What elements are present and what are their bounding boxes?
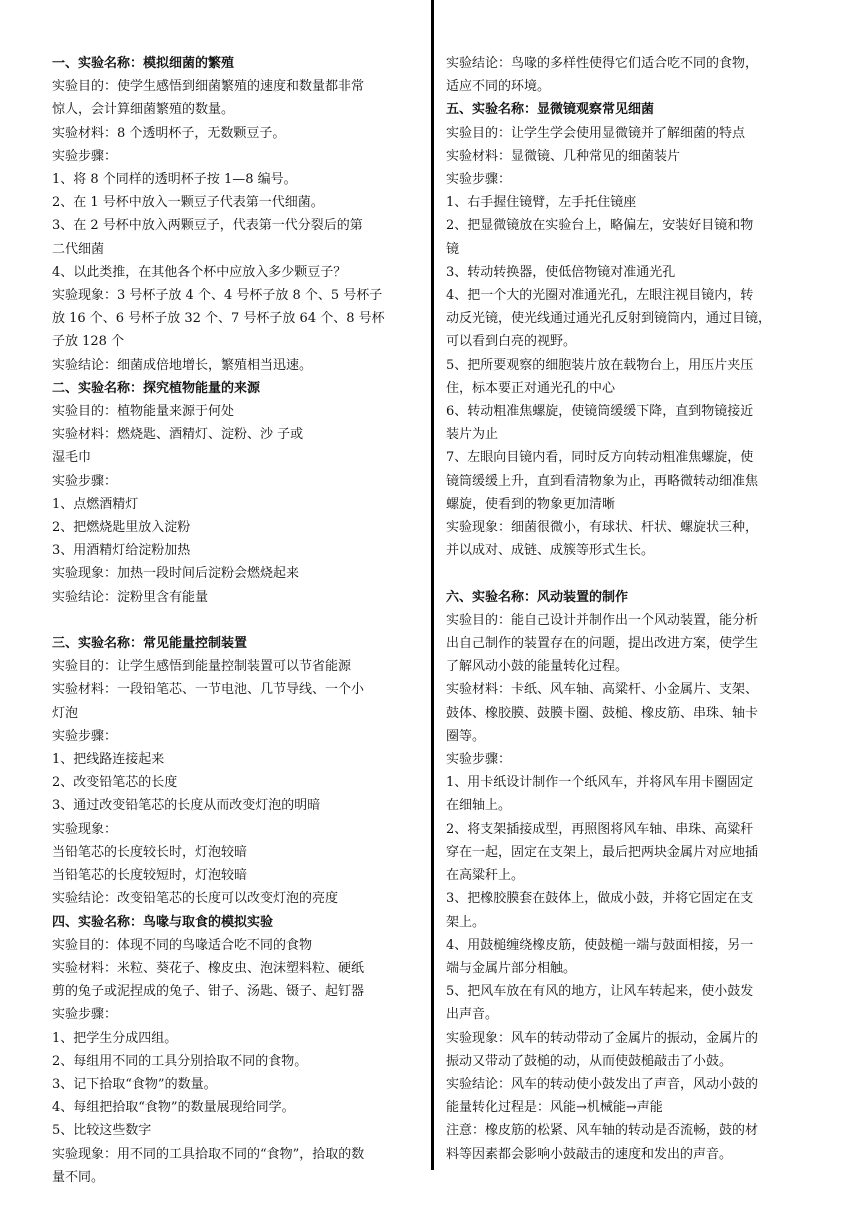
text-line: 装片为止	[446, 427, 499, 443]
text-line: 3、转动转换器，使低倍物镜对准通光孔	[446, 264, 676, 280]
text-line: 适应不同的环境。	[446, 79, 551, 95]
text-line: 端与金属片部分相触。	[446, 960, 577, 976]
text-line: 3、用酒精灯给淀粉加热	[52, 543, 191, 559]
text-line: 5、把所要观察的细胞装片放在载物台上，用压片夹压	[446, 357, 754, 373]
text-line: 5、把风车放在有风的地方，让风车转起来，使小鼓发	[446, 984, 754, 1000]
text-line: 实验结论：细菌成倍地增长，繁殖相当迅速。	[52, 357, 313, 373]
text-line: 实验现象：风车的转动带动了金属片的振动，金属片的	[446, 1030, 759, 1046]
text-line: 圈等。	[446, 728, 486, 744]
section-heading: 六、实验名称：风动装置的制作	[446, 589, 629, 605]
text-line: 实验现象：细菌很微小，有球状、杆状、螺旋状三种，	[446, 520, 759, 536]
text-line: 在细轴上。	[446, 798, 512, 814]
text-line: 实验结论：改变铅笔芯的长度可以改变灯泡的亮度	[52, 891, 339, 907]
blank-line	[446, 562, 812, 585]
text-line: 实验步骤：	[52, 1007, 118, 1023]
text-line: 1、把学生分成四组。	[52, 1030, 178, 1046]
text-line: 实验步骤：	[52, 148, 118, 164]
text-line: 镜	[446, 241, 460, 257]
text-line: 振动又带动了鼓槌的动，从而使鼓槌敲击了小鼓。	[446, 1053, 733, 1069]
text-line: 穿在一起，固定在支架上，最后把两块金属片对应地插	[446, 844, 759, 860]
text-line: 实验材料：燃烧匙、酒精灯、淀粉、沙 子或	[52, 427, 304, 443]
text-line: 3、把橡胶膜套在鼓体上，做成小鼓，并将它固定在支	[446, 891, 754, 907]
section-heading: 五、实验名称：显微镜观察常见细菌	[446, 102, 655, 118]
text-line: 2、把燃烧匙里放入淀粉	[52, 520, 191, 536]
text-line: 实验目的：让学生学会使用显微镜并了解细菌的特点	[446, 125, 746, 141]
text-line: 2、把显微镜放在实验台上，略偏左，安装好目镜和物	[446, 218, 754, 234]
text-line: 螺旋，使看到的物象更加清晰	[446, 496, 616, 512]
text-line: 实验结论：风车的转动使小鼓发出了声音，风动小鼓的	[446, 1076, 759, 1092]
text-line: 实验材料：8 个透明杯子，无数颗豆子。	[52, 125, 286, 141]
text-line: 湿毛巾	[52, 450, 92, 466]
text-line: 5、比较这些数字	[52, 1123, 152, 1139]
text-line: 注意：橡皮筋的松紧、风车轴的转动是否流畅，鼓的材	[446, 1123, 759, 1139]
text-line: 动反光镜，使光线通过通光孔反射到镜筒内，通过目镜，	[446, 311, 772, 327]
text-line: 3、在 2 号杯中放入两颗豆子，代表第一代分裂后的第	[52, 218, 363, 234]
text-line: 实验材料：一段铅笔芯、一节电池、几节导线、一个小	[52, 682, 365, 698]
text-line: 并以成对、成链、成簇等形式生长。	[446, 543, 655, 559]
text-line: 实验材料：显微镜、几种常见的细菌装片	[446, 148, 681, 164]
text-line: 出自己制作的装置存在的问题，提出改进方案，使学生	[446, 636, 759, 652]
text-line: 实验目的：让学生感悟到能量控制装置可以节省能源	[52, 659, 352, 675]
column-divider	[431, 0, 434, 1170]
text-line: 量不同。	[52, 1169, 105, 1185]
text-line: 实验目的：使学生感悟到细菌繁殖的速度和数量都非常	[52, 79, 365, 95]
text-line: 当铅笔芯的长度较短时，灯泡较暗	[52, 868, 248, 884]
text-line: 实验目的：植物能量来源于何处	[52, 404, 235, 420]
text-line: 鼓体、橡胶膜、鼓膜卡圈、鼓槌、橡皮筋、串珠、轴卡	[446, 705, 759, 721]
text-line: 实验目的：能自己设计并制作出一个风动装置，能分析	[446, 612, 759, 628]
text-line: 架上。	[446, 914, 486, 930]
text-line: 4、把一个大的光圈对准通光孔，左眼注视目镜内，转	[446, 288, 754, 304]
text-line: 2、将支架插接成型，再照图将风车轴、串珠、高粱秆	[446, 821, 754, 837]
text-line: 1、将 8 个同样的透明杯子按 1—8 编号。	[52, 172, 297, 188]
text-line: 3、通过改变铅笔芯的长度从而改变灯泡的明暗	[52, 798, 321, 814]
text-line: 1、右手握住镜臂，左手托住镜座	[446, 195, 637, 211]
text-line: 实验步骤：	[446, 752, 512, 768]
text-line: 料等因素都会影响小鼓敲击的速度和发出的声音。	[446, 1146, 733, 1162]
text-line: 了解风动小鼓的能量转化过程。	[446, 659, 629, 675]
text-line: 实验现象：加热一段时间后淀粉会燃烧起来	[52, 566, 300, 582]
text-line: 实验步骤：	[52, 728, 118, 744]
text-line: 镜筒缓缓上升，直到看清物象为止，再略微转动细准焦	[446, 473, 759, 489]
text-line: 住，标本要正对通光孔的中心	[446, 380, 616, 396]
text-line: 1、把线路连接起来	[52, 752, 165, 768]
text-line: 当铅笔芯的长度较长时，灯泡较暗	[52, 844, 248, 860]
text-line: 实验目的：体现不同的鸟喙适合吃不同的食物	[52, 937, 313, 953]
text-line: 灯泡	[52, 705, 79, 721]
text-line: 3、记下拾取“食物”的数量。	[52, 1076, 217, 1092]
text-line: 在高粱秆上。	[446, 868, 525, 884]
text-line: 放 16 个、6 号杯子放 32 个、7 号杯子放 64 个、8 号杯	[52, 311, 385, 327]
section-heading: 一、实验名称：模拟细菌的繁殖	[52, 56, 235, 71]
text-line: 2、改变铅笔芯的长度	[52, 775, 178, 791]
left-column	[52, 52, 417, 1189]
text-line: 实验现象：	[52, 821, 118, 837]
text-line: 可以看到白亮的视野。	[446, 334, 577, 350]
text-line: 实验步骤：	[52, 473, 118, 489]
text-line: 剪的兔子或泥捏成的兔子、钳子、汤匙、镊子、起钉器	[52, 984, 365, 1000]
text-line: 实验结论：淀粉里含有能量	[52, 589, 209, 605]
section-heading: 四、实验名称：鸟喙与取食的模拟实验	[52, 914, 274, 930]
text-line: 2、每组用不同的工具分别拾取不同的食物。	[52, 1053, 308, 1069]
text-line: 4、用鼓槌缠绕橡皮筋，使鼓槌一端与鼓面相接，另一	[446, 937, 754, 953]
text-line: 能量转化过程是：风能→机械能→声能	[446, 1100, 663, 1116]
text-line: 实验材料：米粒、葵花子、橡皮虫、泡沫塑料粒、硬纸	[52, 960, 365, 976]
text-line: 4、每组把拾取“食物”的数量展现给同学。	[52, 1100, 295, 1116]
text-line: 实验材料：卡纸、风车轴、高粱杆、小金属片、支架、	[446, 682, 759, 698]
text-line: 1、用卡纸设计制作一个纸风车，并将风车用卡圈固定	[446, 775, 754, 791]
text-line: 出声音。	[446, 1007, 499, 1023]
text-line: 2、在 1 号杯中放入一颗豆子代表第一代细菌。	[52, 195, 324, 211]
section-heading: 三、实验名称：常见能量控制装置	[52, 636, 248, 652]
text-line: 子放 128 个	[52, 334, 125, 350]
right-column	[446, 52, 812, 1166]
text-line: 7、左眼向目镜内看，同时反方向转动粗准焦螺旋，使	[446, 450, 754, 466]
text-line: 1、点燃酒精灯	[52, 496, 139, 512]
text-line: 实验步骤：	[446, 172, 512, 188]
text-line: 4、以此类推，在其他各个杯中应放入多少颗豆子？	[52, 264, 347, 280]
text-line: 惊人，会计算细菌繁殖的数量。	[52, 102, 235, 118]
section-heading: 二、实验名称：探究植物能量的来源	[52, 380, 261, 396]
text-line: 实验现象：3 号杯子放 4 个、4 号杯子放 8 个、5 号杯子	[52, 288, 383, 304]
text-line: 实验结论：鸟喙的多样性使得它们适合吃不同的食物，	[446, 56, 759, 71]
text-line: 二代细菌	[52, 241, 105, 257]
text-line: 6、转动粗准焦螺旋，使镜筒缓缓下降，直到物镜接近	[446, 404, 754, 420]
blank-line	[52, 609, 417, 632]
text-line: 实验现象：用不同的工具拾取不同的“食物”，拾取的数	[52, 1146, 365, 1162]
